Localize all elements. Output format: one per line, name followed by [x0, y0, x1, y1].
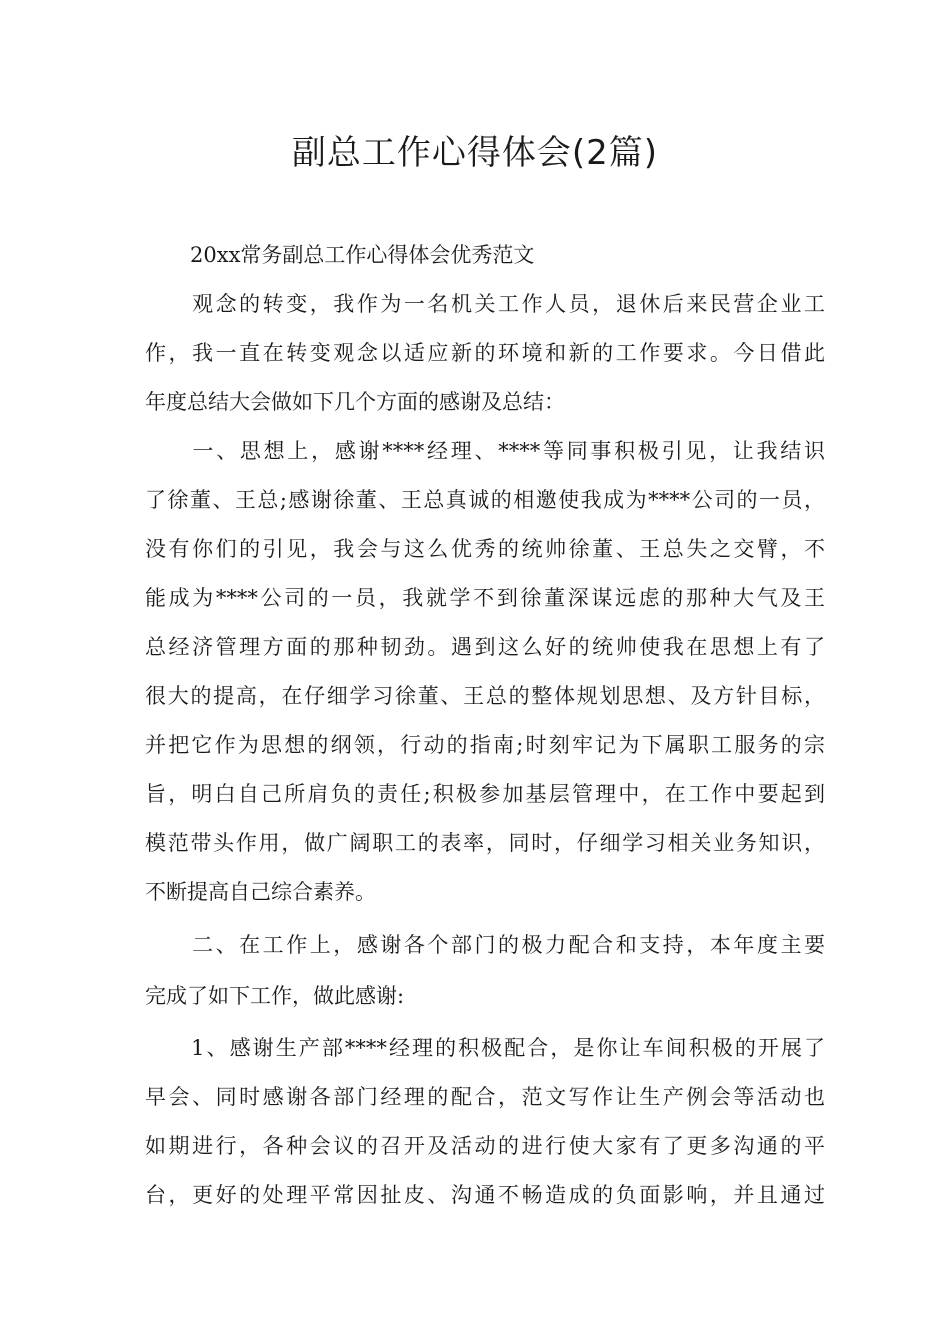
paragraph-line: 如期进行，各种会议的召开及活动的进行使大家有了更多沟通的平 [145, 1134, 825, 1158]
paragraph-line: 二、在工作上，感谢各个部门的极力配合和支持，本年度主要 [145, 933, 825, 957]
paragraph-line: 台，更好的处理平常因扯皮、沟通不畅造成的负面影响，并且通过 [145, 1183, 825, 1207]
paragraph-line: 并把它作为思想的纲领，行动的指南;时刻牢记为下属职工服务的宗 [145, 733, 825, 757]
paragraph-line: 模范带头作用，做广阔职工的表率，同时，仔细学习相关业务知识， [145, 831, 825, 855]
paragraph-line: 作，我一直在转变观念以适应新的环境和新的工作要求。今日借此 [145, 341, 825, 365]
paragraph-line: 早会、同时感谢各部门经理的配合，范文写作让生产例会等活动也 [145, 1085, 825, 1109]
paragraph-line: 没有你们的引见，我会与这么优秀的统帅徐董、王总失之交臂，不 [145, 537, 825, 561]
paragraph-line: 1、感谢生产部****经理的积极配合，是你让车间积极的开展了 [145, 1036, 825, 1060]
paragraph-line: 了徐董、王总;感谢徐董、王总真诚的相邀使我成为****公司的一员， [145, 488, 825, 512]
paragraph-line: 不断提高自己综合素养。 [145, 880, 376, 904]
paragraph-line: 很大的提高，在仔细学习徐董、王总的整体规划思想、及方针目标， [145, 684, 825, 708]
paragraph-line: 旨，明白自己所肩负的责任;积极参加基层管理中，在工作中要起到 [145, 782, 825, 806]
paragraph-line: 总经济管理方面的那种韧劲。遇到这么好的统帅使我在思想上有了 [145, 635, 825, 659]
paragraph-line: 一、思想上，感谢****经理、****等同事积极引见，让我结识 [145, 439, 825, 463]
paragraph-line: 观念的转变，我作为一名机关工作人员，退休后来民营企业工 [145, 292, 825, 316]
paragraph-line: 年度总结大会做如下几个方面的感谢及总结： [145, 390, 565, 414]
document-title: 副总工作心得体会(2篇) [291, 133, 659, 173]
paragraph-line: 完成了如下工作，做此感谢: [145, 984, 405, 1008]
document-subtitle: 20xx常务副总工作心得体会优秀范文 [190, 243, 535, 267]
paragraph-line: 能成为****公司的一员，我就学不到徐董深谋远虑的那种大气及王 [145, 586, 825, 610]
